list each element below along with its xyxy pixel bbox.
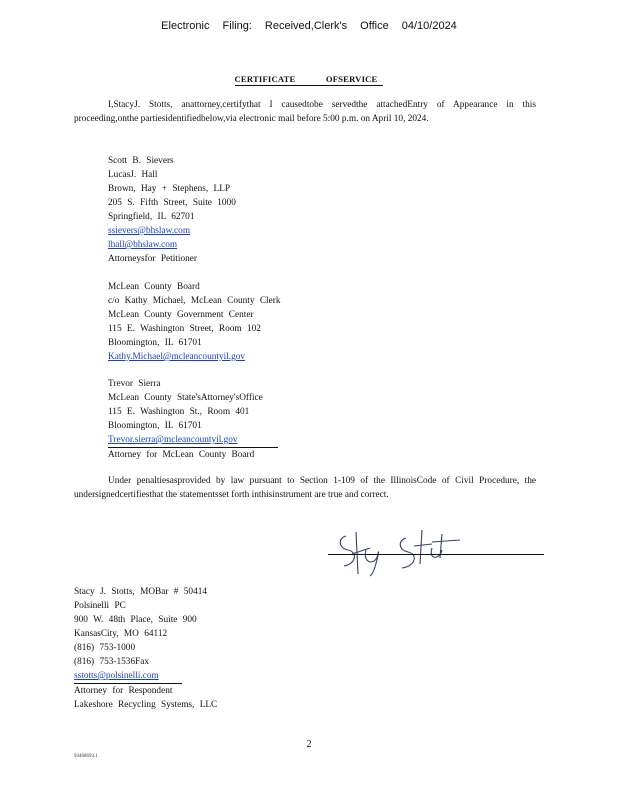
- email-link[interactable]: ssievers@bhslaw.com: [108, 226, 191, 236]
- address-line: 115 E. Washington St., Room 401: [108, 407, 250, 417]
- certification-paragraph: Under penaltiesasprovided by law pursuant to Section 1-109 of the IllinoisCode of Civil Procedure, the undersignedcertifiesthat the statementsset forth inthisinstrument are true and correct.: [74, 476, 536, 500]
- email-link[interactable]: Trevor.sierra@mcleancountyil.gov: [108, 433, 278, 448]
- signer-line: KansasCity, MO 64112: [74, 629, 168, 639]
- address-line: LucasJ. Hall: [108, 170, 158, 180]
- email-link[interactable]: lhall@bhslaw.com: [108, 240, 178, 250]
- signer-line: Stacy J. Stotts, MOBar # 50414: [74, 587, 208, 597]
- signature-image: [336, 524, 476, 578]
- signer-line: Polsinelli PC: [74, 601, 126, 611]
- address-line: c/o Kathy Michael, McLean County Clerk: [108, 296, 281, 306]
- address-line: McLean County State'sAttorney'sOffice: [108, 393, 263, 403]
- role-line: Attorney for McLean County Board: [108, 450, 255, 460]
- recipient-block-county-board: [108, 280, 408, 364]
- certificate-title: CERTIFICATE OFSERVICE: [0, 74, 618, 84]
- address-line: 115 E. Washington Street, Room 102: [108, 324, 261, 334]
- address-line: Brown, Hay + Stephens, LLP: [108, 184, 231, 194]
- recipient-block-petitioner: [108, 154, 408, 266]
- address-line: McLean County Government Center: [108, 310, 254, 320]
- role-line: Attorneysfor Petitioner: [108, 254, 197, 264]
- address-line: Springfield, IL 62701: [108, 212, 195, 222]
- recipient-block-states-attorney: [108, 377, 408, 462]
- signer-line: (816) 753-1000: [74, 643, 136, 653]
- signature-line: [328, 554, 544, 555]
- signer-email-link[interactable]: sstotts@polsinelli.com: [74, 669, 182, 684]
- address-line: Bloomington, IL 61701: [108, 338, 202, 348]
- signer-role-line: Attorney for Respondent: [74, 686, 173, 696]
- address-line: Scott B. Sievers: [108, 156, 174, 166]
- intro-paragraph: I,StacyJ. Stotts, anattorney,certifythat I causedtobe servedthe attachedEntry of Appearance in this proceeding,onthe partiesidentifiedbelow,via electronic mail before 5:00 p.m. on April 10, 2024.: [74, 100, 536, 124]
- address-line: Bloomington, IL 61701: [108, 421, 202, 431]
- signer-line: (816) 753-1536Fax: [74, 657, 150, 667]
- filing-stamp-header: Electronic Filing: Received,Clerk's Office 04/10/2024: [161, 20, 457, 32]
- signer-block: [74, 585, 334, 712]
- page-number: 2: [306, 739, 312, 750]
- signer-role-line: Lakeshore Recycling Systems, LLC: [74, 700, 218, 710]
- signer-line: 900 W. 48th Place, Suite 900: [74, 615, 197, 625]
- address-line: McLean County Board: [108, 282, 200, 292]
- email-link[interactable]: Kathy.Michael@mcleancountyil.gov: [108, 352, 246, 362]
- document-id: 94468693.1: [74, 754, 98, 759]
- address-line: 205 S. Fifth Street, Suite 1000: [108, 198, 236, 208]
- address-line: Trevor Sierra: [108, 379, 161, 389]
